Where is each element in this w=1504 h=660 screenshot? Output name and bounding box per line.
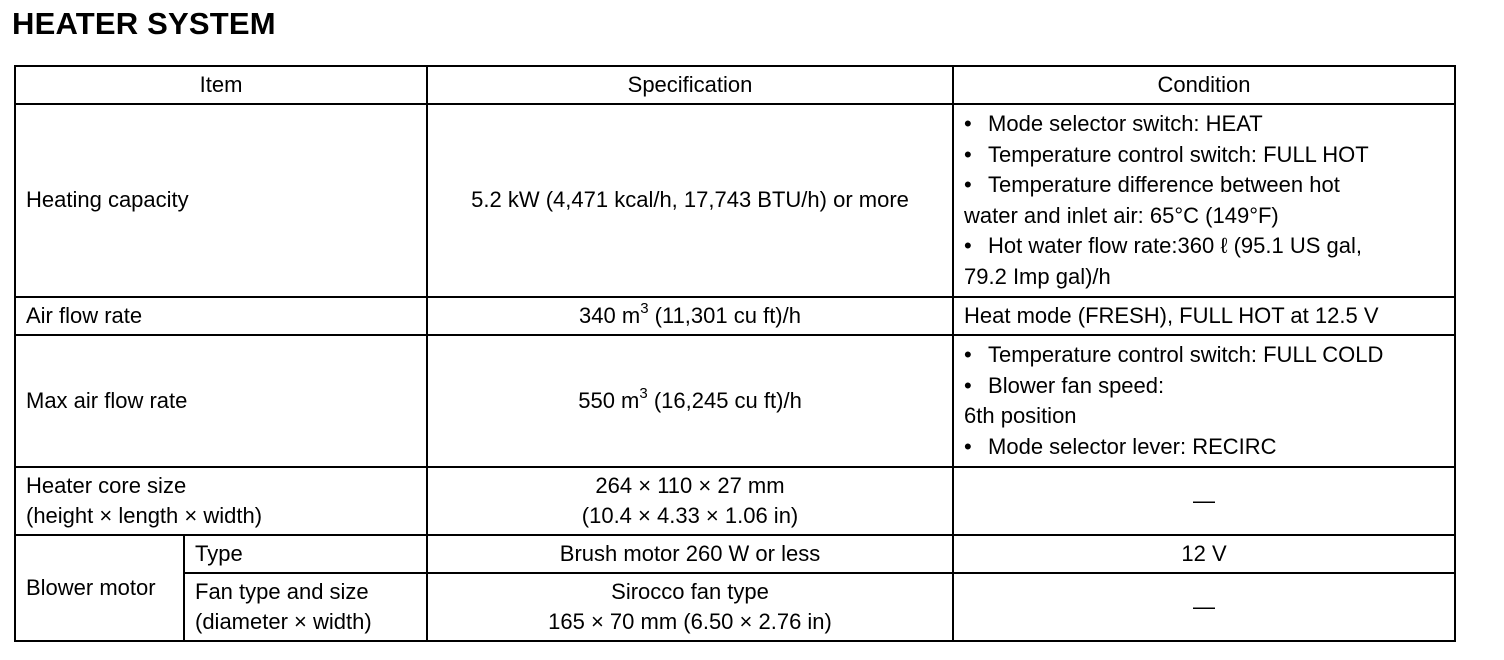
header-item: Item <box>15 66 427 104</box>
condition-air-flow-rate: Heat mode (FRESH), FULL HOT at 12.5 V <box>953 297 1455 335</box>
condition-text: 79.2 Imp gal)/h <box>964 263 1111 289</box>
table-row-blower-motor-fan <box>15 573 1455 641</box>
item-max-air-flow-rate: Max air flow rate <box>15 335 427 467</box>
spec-blower-motor-type: Brush motor 260 W or less <box>427 535 953 573</box>
spec-blower-motor-fan: Sirocco fan type 165 × 70 mm (6.50 × 2.76 in) <box>427 573 953 641</box>
bullet-icon: • <box>964 372 972 398</box>
spec-max-air-flow-rate: 550 $m^3$ (16,245 cu ft)/h <box>427 335 953 467</box>
sub-item-fan-type-size: Fan type and size (diameter × width) <box>184 573 427 641</box>
bullet-icon: • <box>964 141 972 167</box>
condition-max-air-flow-rate <box>953 335 1455 467</box>
condition-text: water and inlet air: 65°C (149°F) <box>964 202 1279 228</box>
condition-blower-motor-type: 12 V <box>953 535 1455 573</box>
table-header-row <box>15 66 1455 104</box>
condition-text: 6th position <box>964 403 1077 428</box>
bullet-icon: • <box>964 233 972 258</box>
condition-text: Mode selector lever: RECIRC <box>988 433 1277 459</box>
condition-heater-core-size: — <box>953 467 1455 535</box>
condition-text: Blower fan speed: <box>988 372 1165 398</box>
item-heating-capacity: Heating capacity <box>15 104 427 297</box>
item-heater-core-size: Heater core size (height × length × width) <box>15 467 427 535</box>
table-row-heating-capacity <box>15 104 1455 297</box>
bullet-icon: • <box>964 111 972 136</box>
heater-spec-table <box>14 65 1456 642</box>
table-row-air-flow-rate <box>15 297 1455 335</box>
condition-text: Mode selector switch: HEAT <box>988 111 1263 136</box>
header-condition: Condition <box>953 66 1455 104</box>
spec-heating-capacity: 5.2 kW (4,471 kcal/h, 17,743 BTU/h) or more <box>427 104 953 297</box>
condition-blower-motor-fan: — <box>953 573 1455 641</box>
table-row-max-air-flow-rate <box>15 335 1455 467</box>
spec-heater-core-size: 264 × 110 × 27 mm (10.4 × 4.33 × 1.06 in) <box>427 467 953 535</box>
spec-air-flow-rate: 340 $m^3$ (11,301 cu ft)/h <box>427 297 953 335</box>
condition-heating-capacity <box>953 104 1455 297</box>
page-title: HEATER SYSTEM <box>12 6 276 41</box>
item-air-flow-rate: Air flow rate <box>15 297 427 335</box>
condition-text: Hot water flow rate:360 ℓ (95.1 US gal, <box>988 233 1362 258</box>
bullet-icon: • <box>964 433 972 459</box>
header-specification: Specification <box>427 66 953 104</box>
bullet-icon: • <box>964 342 972 367</box>
condition-text: Temperature control switch: FULL COLD <box>988 342 1384 367</box>
sub-item-type: Type <box>184 535 427 573</box>
condition-text: Temperature difference between hot <box>988 172 1340 197</box>
item-blower-motor: Blower motor <box>15 535 184 641</box>
bullet-icon: • <box>964 172 972 197</box>
table-row-blower-motor-type <box>15 535 1455 573</box>
condition-text: Temperature control switch: FULL HOT <box>988 141 1369 167</box>
table-row-heater-core-size <box>15 467 1455 535</box>
